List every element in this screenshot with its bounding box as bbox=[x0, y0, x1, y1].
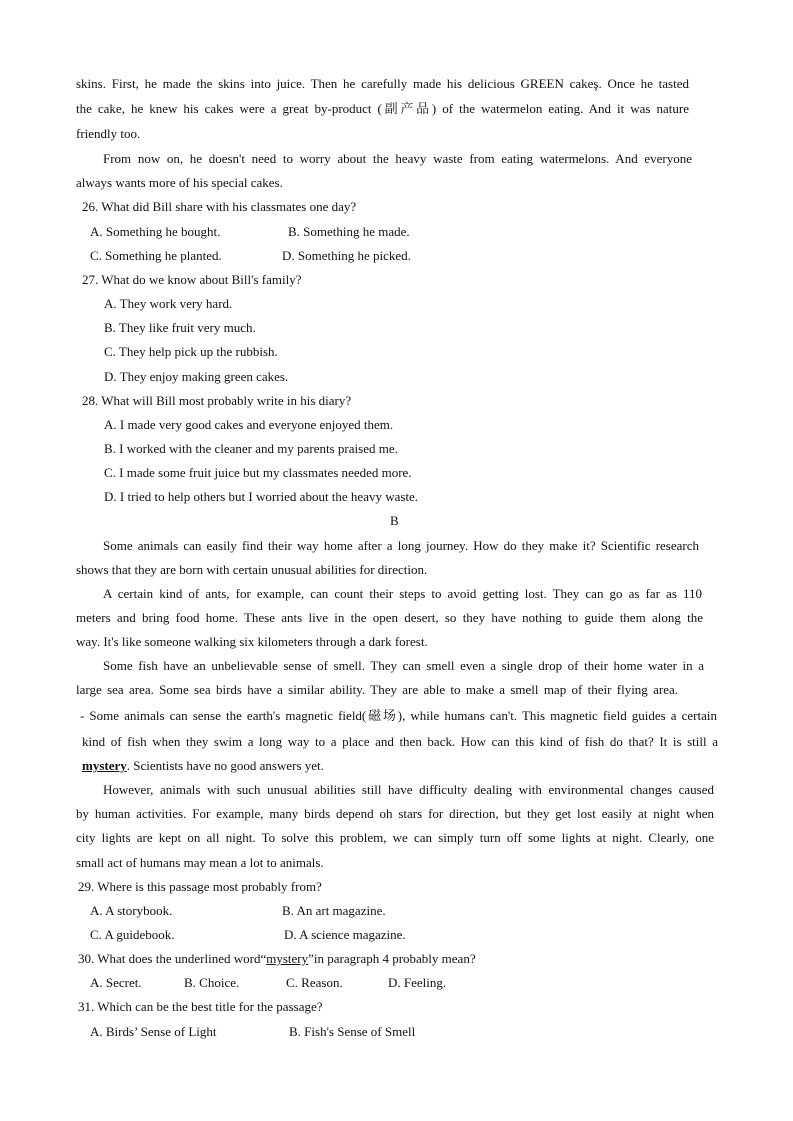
passage-b-line: large sea area. Some sea birds have a similar ability. They are able to make a smell map of their flying area. bbox=[76, 682, 678, 697]
passage-b-line: way. It's like someone walking six kilometers through a dark forest. bbox=[76, 634, 428, 649]
question-30-stem-pre: 30. What does the underlined word“ bbox=[78, 951, 267, 966]
question-29-option-c: C. A guidebook. bbox=[90, 927, 175, 942]
passage-b-line: meters and bring food home. These ants live in the open desert, so they have nothing to guide them along the bbox=[76, 610, 703, 625]
passage-b-line: However, animals with such unusual abilities still have difficulty dealing with environmental changes caused bbox=[103, 782, 714, 797]
question-28-option-a: A. I made very good cakes and everyone enjoyed them. bbox=[104, 417, 394, 432]
question-27-option-b: B. They like fruit very much. bbox=[104, 320, 256, 335]
passage-b-line: small act of humans may mean a lot to animals. bbox=[76, 855, 324, 870]
question-26-option-c: C. Something he planted. bbox=[90, 248, 222, 263]
question-30-option-d: D. Feeling. bbox=[388, 975, 447, 990]
passage-a-line: friendly too. bbox=[76, 126, 141, 141]
question-26-option-b: B. Something he made. bbox=[288, 224, 410, 239]
passage-a-line: From now on, he doesn't need to worry about the heavy waste from eating watermelons. And everyone bbox=[103, 151, 692, 166]
question-26-stem: 26. What did Bill share with his classmates one day? bbox=[82, 199, 357, 214]
passage-b-line: by human activities. For example, many birds depend oh stars for direction, but they get lost easily at night when bbox=[76, 806, 714, 821]
question-29-stem: 29. Where is this passage most probably from? bbox=[78, 879, 322, 894]
question-27-option-c: C. They help pick up the rubbish. bbox=[104, 344, 278, 359]
question-30-option-a: A. Secret. bbox=[90, 975, 142, 990]
question-29-option-b: B. An art magazine. bbox=[282, 903, 386, 918]
question-28-stem: 28. What will Bill most probably write in his diary? bbox=[82, 393, 352, 408]
question-31-option-a: A. Birds’ Sense of Light bbox=[90, 1024, 217, 1039]
passage-b-line: Some animals can easily find their way home after a long journey. How do they make it? Scientific research bbox=[103, 538, 699, 553]
passage-b-line: city lights are kept on all night. To solve this problem, we can simply turn off some lights at night. Clearly, one bbox=[76, 830, 714, 845]
passage-a-line: skins. First, he made the skins into juice. Then he carefully made his delicious GREEN cakeş. Once he tasted bbox=[76, 76, 689, 91]
underlined-word-mystery: mystery bbox=[82, 758, 127, 773]
question-31-stem: 31. Which can be the best title for the passage? bbox=[78, 999, 323, 1014]
question-30-option-b: B. Choice. bbox=[184, 975, 240, 990]
section-b-heading: B bbox=[390, 513, 399, 528]
question-26-option-d: D. Something he picked. bbox=[282, 248, 411, 263]
question-31-option-b: B. Fish's Sense of Smell bbox=[289, 1024, 416, 1039]
question-27-option-a: A. They work very hard. bbox=[104, 296, 233, 311]
question-27-stem: 27. What do we know about Bill's family? bbox=[82, 272, 302, 287]
underlined-word-mystery-ref: mystery bbox=[266, 951, 309, 966]
passage-a-line: the cake, he knew his cakes were a great by-product (副产品) of the watermelon eating. And it was nature bbox=[76, 101, 689, 116]
question-28-option-d: D. I tried to help others but I worried about the heavy waste. bbox=[104, 489, 419, 504]
passage-b-line: Some fish have an unbelievable sense of smell. They can smell even a single drop of their home water in a bbox=[103, 658, 704, 673]
passage-b-line: shows that they are born with certain unusual abilities for direction. bbox=[76, 562, 428, 577]
question-26-option-a: A. Something he bought. bbox=[90, 224, 221, 239]
question-28-option-b: B. I worked with the cleaner and my parents praised me. bbox=[104, 441, 398, 456]
question-30-stem-post: ”in paragraph 4 probably mean? bbox=[308, 951, 476, 966]
question-28-option-c: C. I made some fruit juice but my classmates needed more. bbox=[104, 465, 412, 480]
question-29-option-a: A. A storybook. bbox=[90, 903, 173, 918]
passage-b-line: A certain kind of ants, for example, can count their steps to avoid getting lost. They can go as far as 110 bbox=[103, 586, 702, 601]
question-30-stem bbox=[78, 951, 476, 967]
passage-a-line: always wants more of his special cakes. bbox=[76, 175, 283, 190]
passage-b-line: kind of fish when they swim a long way to a place and then back. How can this kind of fish do that? It is still a bbox=[82, 734, 718, 749]
passage-b-line bbox=[82, 758, 324, 774]
question-30-option-c: C. Reason. bbox=[286, 975, 343, 990]
passage-b-line: - Some animals can sense the earth's magnetic field(磁场), while humans can't. This magnetic field guides a certain bbox=[80, 708, 717, 723]
question-29-option-d: D. A science magazine. bbox=[284, 927, 406, 942]
passage-b-text: . Scientists have no good answers yet. bbox=[126, 758, 324, 773]
question-27-option-d: D. They enjoy making green cakes. bbox=[104, 369, 289, 384]
